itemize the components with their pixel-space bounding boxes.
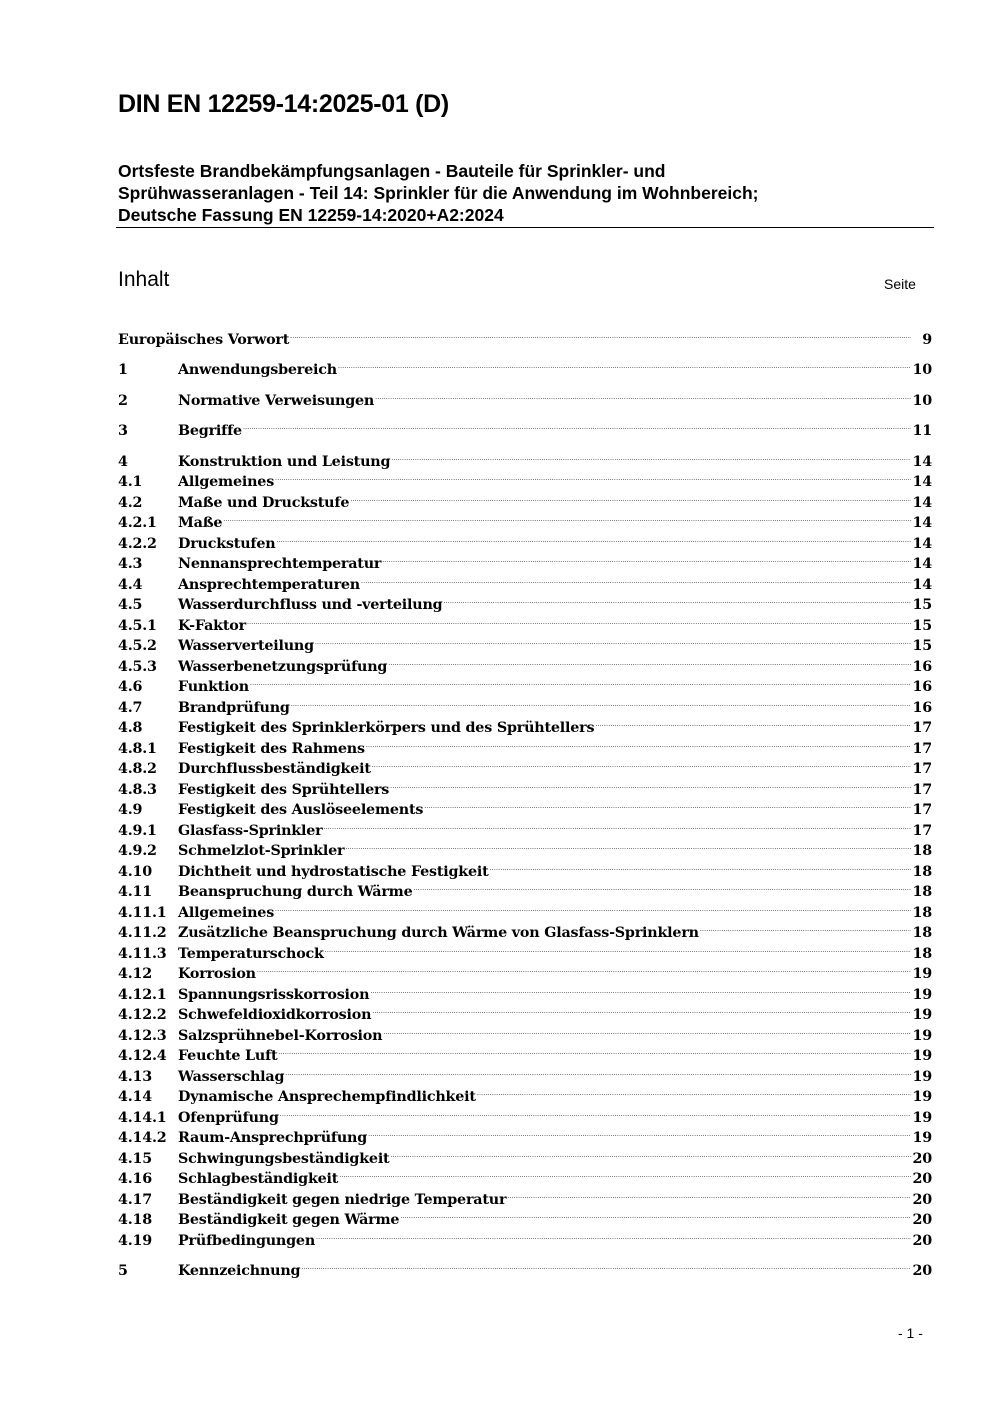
dot-leader xyxy=(390,1142,911,1163)
dot-leader xyxy=(323,814,911,835)
toc-entry-page: 14 xyxy=(912,474,932,490)
dot-leader xyxy=(280,1101,911,1122)
toc-entry-page: 20 xyxy=(912,1232,932,1249)
dot-leader xyxy=(372,753,911,774)
toc-entry[interactable] xyxy=(118,384,932,409)
document-subtitle xyxy=(118,160,933,226)
dot-leader xyxy=(595,712,911,733)
toc-entry-number: 4.15 xyxy=(118,1150,153,1167)
dot-leader xyxy=(414,876,911,897)
dot-leader xyxy=(257,958,911,979)
toc-entry-title: Normative Verweisungen xyxy=(178,392,375,409)
toc-entry-title: Glasfass-Sprinkler xyxy=(178,822,323,839)
dot-leader xyxy=(400,1204,911,1225)
toc-entry-page: 20 xyxy=(912,1171,932,1187)
toc-entry-number: 4.2 xyxy=(118,494,143,511)
toc-entry-title: Festigkeit des Sprühtellers xyxy=(178,781,390,798)
toc-entry-number: 4.8.2 xyxy=(118,761,157,777)
toc-entry-title: Korrosion xyxy=(178,966,256,982)
toc-entry-title: Festigkeit des Rahmens xyxy=(178,740,365,757)
toc-entry-number: 4.12 xyxy=(118,966,153,982)
dot-leader xyxy=(391,445,911,466)
dot-leader xyxy=(275,896,911,917)
toc-entry-number: 3 xyxy=(118,423,128,439)
toc-entry-number: 4.14.1 xyxy=(118,1109,167,1126)
toc-entry-title: Schlagbeständigkeit xyxy=(178,1171,339,1187)
toc-entry-title: Beständigkeit gegen Wärme xyxy=(178,1212,400,1228)
toc-entry-number: 4.14.2 xyxy=(118,1130,167,1146)
subtitle-line: Ortsfeste Brandbekämpfungsanlagen - Bauteile für Sprinkler- und xyxy=(118,161,666,181)
toc-entry-title: Dichtheit und hydrostatische Festigkeit xyxy=(178,863,489,880)
toc-entry[interactable] xyxy=(118,1255,932,1279)
dot-leader xyxy=(290,323,911,344)
toc-entry-number: 1 xyxy=(118,362,128,378)
toc-entry-page: 19 xyxy=(912,1007,932,1023)
toc-entry-number: 4.2.1 xyxy=(118,515,157,531)
toc-entry-number: 4.10 xyxy=(118,863,153,880)
toc-entry-number: 4.8.3 xyxy=(118,781,157,798)
toc-entry-number: 4.5 xyxy=(118,597,143,613)
toc-entry[interactable] xyxy=(118,527,932,552)
toc-entry-page: 19 xyxy=(912,986,932,1003)
toc-entry-page: 14 xyxy=(912,453,932,470)
toc-entry-title: Allgemeines xyxy=(178,904,275,921)
toc-entry-title: Schwingungsbeständigkeit xyxy=(178,1150,390,1167)
toc-entry-title: Allgemeines xyxy=(178,474,275,490)
toc-entry-title: Ansprechtemperaturen xyxy=(178,576,360,593)
toc-entry-title: Temperaturschock xyxy=(178,945,324,962)
toc-entry-page: 10 xyxy=(912,362,932,378)
toc-entry-number: 4.11 xyxy=(118,884,153,900)
toc-entry-page: 14 xyxy=(912,515,932,531)
toc-entry[interactable] xyxy=(118,415,932,439)
dot-leader xyxy=(372,999,911,1020)
toc-entry-page: 18 xyxy=(912,925,932,941)
toc-entry-page: 19 xyxy=(912,1048,932,1064)
toc-entry-title: Raum-Ansprechprüfung xyxy=(178,1130,368,1146)
dot-leader xyxy=(247,609,911,630)
toc-entry-number: 4.8.1 xyxy=(118,740,157,757)
toc-entry-title: Beanspruchung durch Wärme xyxy=(178,884,413,900)
toc-entry-page: 15 xyxy=(912,597,932,613)
toc-entry-page: 19 xyxy=(912,1109,932,1126)
dot-leader xyxy=(291,691,911,712)
dot-leader xyxy=(345,835,911,856)
dot-leader xyxy=(382,548,911,569)
toc-entry-number: 4.3 xyxy=(118,556,143,572)
toc-entry-title: Europäisches Vorwort xyxy=(118,331,290,348)
toc-entry-number: 5 xyxy=(118,1263,128,1279)
toc-entry-number: 4.11.1 xyxy=(118,904,167,921)
toc-entry-page: 20 xyxy=(912,1263,932,1279)
toc-entry-page: 20 xyxy=(912,1150,932,1167)
toc-heading: Inhalt xyxy=(118,268,170,291)
toc-entry-number: 4.14 xyxy=(118,1089,153,1105)
toc-entry[interactable] xyxy=(118,323,932,348)
toc-entry-number: 2 xyxy=(118,392,128,409)
toc-entry-title: Salzsprühnebel-Korrosion xyxy=(178,1027,383,1044)
toc-entry-title: Konstruktion und Leistung xyxy=(178,453,391,470)
toc-entry-page: 20 xyxy=(912,1191,932,1208)
toc-entry-number: 4.9 xyxy=(118,802,143,818)
toc-entry-number: 4.1 xyxy=(118,474,143,490)
toc-entry-title: Kennzeichnung xyxy=(178,1263,301,1279)
toc-entry-title: Wasserbenetzungsprüfung xyxy=(178,658,388,675)
dot-leader xyxy=(375,384,911,405)
toc-entry-title: Festigkeit des Auslöseelements xyxy=(178,802,424,818)
toc-entry-title: Funktion xyxy=(178,679,249,695)
toc-entry-page: 14 xyxy=(912,535,932,552)
toc-entry-title: Anwendungsbereich xyxy=(178,362,337,378)
toc-entry-title: Prüfbedingungen xyxy=(178,1232,316,1249)
toc-entry-page: 18 xyxy=(912,884,932,900)
toc-entry-page: 17 xyxy=(912,720,932,736)
toc-entry-number: 4.8 xyxy=(118,720,143,736)
dot-leader xyxy=(361,568,911,589)
dot-leader xyxy=(370,978,911,999)
toc-entry-title: Nennansprechtemperatur xyxy=(178,556,382,572)
toc-entry-title: Zusätzliche Beanspruchung durch Wärme von Glasfass-Sprinklern xyxy=(178,925,699,941)
toc-entry-title: Ofenprüfung xyxy=(178,1109,279,1126)
toc-entry-page: 15 xyxy=(912,638,932,654)
toc-entry-title: Wasserdurchfluss und -verteilung xyxy=(178,597,443,613)
toc-entry-number: 4.12.4 xyxy=(118,1048,167,1064)
toc-entry-page: 18 xyxy=(912,945,932,962)
dot-leader xyxy=(338,354,911,375)
dot-leader xyxy=(388,650,911,671)
toc-entry-number: 4.18 xyxy=(118,1212,153,1228)
toc-entry-page: 9 xyxy=(922,331,932,348)
toc-entry-page: 11 xyxy=(912,423,932,439)
toc-entry-page: 18 xyxy=(912,843,932,859)
toc-entry-number: 4.19 xyxy=(118,1232,153,1249)
dot-leader xyxy=(316,1224,911,1245)
subtitle-line: Sprühwasseranlagen - Teil 14: Sprinkler für die Anwendung im Wohnbereich; xyxy=(118,183,759,203)
dot-leader xyxy=(490,855,911,876)
toc-entry-page: 19 xyxy=(912,966,932,982)
toc-entry-number: 4.4 xyxy=(118,576,143,593)
table-of-contents xyxy=(118,323,932,1279)
toc-entry-page: 19 xyxy=(912,1027,932,1044)
dot-leader xyxy=(477,1081,911,1102)
dot-leader xyxy=(366,732,911,753)
document-title: DIN EN 12259-14:2025-01 (D) xyxy=(118,90,449,118)
toc-entry-page: 17 xyxy=(912,740,932,757)
dot-leader xyxy=(325,937,911,958)
dot-leader xyxy=(276,527,911,548)
dot-leader xyxy=(223,507,911,528)
toc-entry-number: 4.2.2 xyxy=(118,535,157,552)
toc-entry-title: Druckstufen xyxy=(178,535,276,552)
page-number: - 1 - xyxy=(898,1325,923,1341)
toc-entry-number: 4.17 xyxy=(118,1191,153,1208)
toc-entry-title: Schmelzlot-Sprinkler xyxy=(178,843,345,859)
toc-entry-number: 4.9.1 xyxy=(118,822,157,839)
dot-leader xyxy=(243,415,911,436)
toc-entry-title: Brandprüfung xyxy=(178,699,290,716)
toc-entry-title: Maße und Druckstufe xyxy=(178,494,350,511)
toc-entry-title: Durchflussbeständigkeit xyxy=(178,761,371,777)
dot-leader xyxy=(250,671,911,692)
dot-leader xyxy=(285,1060,911,1081)
toc-entry-page: 18 xyxy=(912,904,932,921)
toc-entry-page: 14 xyxy=(912,576,932,593)
toc-entry-page: 15 xyxy=(912,617,932,634)
toc-entry-title: Beständigkeit gegen niedrige Temperatur xyxy=(178,1191,507,1208)
toc-entry-title: Dynamische Ansprechempfindlichkeit xyxy=(178,1089,476,1105)
dot-leader xyxy=(368,1122,911,1143)
toc-entry-number: 4.5.2 xyxy=(118,638,157,654)
toc-entry-number: 4.16 xyxy=(118,1171,153,1187)
toc-entry-page: 19 xyxy=(912,1089,932,1105)
toc-entry-number: 4.12.2 xyxy=(118,1007,167,1023)
dot-leader xyxy=(301,1255,911,1276)
page-column-label: Seite xyxy=(884,276,916,292)
toc-entry-page: 18 xyxy=(912,863,932,880)
toc-entry-number: 4.5.1 xyxy=(118,617,157,634)
toc-entry-title: Wasserverteilung xyxy=(178,638,314,654)
toc-entry-page: 14 xyxy=(912,556,932,572)
dot-leader xyxy=(383,1019,911,1040)
toc-entry-page: 17 xyxy=(912,822,932,839)
toc-entry-number: 4.7 xyxy=(118,699,143,716)
toc-entry-number: 4.11.2 xyxy=(118,925,167,941)
dot-leader xyxy=(700,917,911,938)
dot-leader xyxy=(339,1163,911,1184)
toc-entry-number: 4 xyxy=(118,453,128,470)
dot-leader xyxy=(507,1183,911,1204)
toc-entry-number: 4.6 xyxy=(118,679,143,695)
toc-entry-number: 4.12.1 xyxy=(118,986,167,1003)
toc-entry-page: 17 xyxy=(912,802,932,818)
toc-entry-number: 4.5.3 xyxy=(118,658,157,675)
dot-leader xyxy=(390,773,911,794)
dot-leader xyxy=(315,630,911,651)
toc-entry-title: Spannungsrisskorrosion xyxy=(178,986,370,1003)
toc-entry-number: 4.13 xyxy=(118,1068,153,1085)
toc-entry-title: Maße xyxy=(178,515,223,531)
toc-entry[interactable] xyxy=(118,445,932,470)
toc-entry-page: 20 xyxy=(912,1212,932,1228)
toc-entry-page: 19 xyxy=(912,1068,932,1085)
dot-leader xyxy=(350,486,911,507)
dot-leader xyxy=(443,589,911,610)
toc-entry-page: 16 xyxy=(912,699,932,716)
toc-entry-page: 16 xyxy=(912,679,932,695)
toc-entry-number: 4.11.3 xyxy=(118,945,167,962)
toc-entry-title: Schwefeldioxidkorrosion xyxy=(178,1007,372,1023)
toc-entry-page: 10 xyxy=(912,392,932,409)
toc-entry-title: K-Faktor xyxy=(178,617,246,634)
toc-entry-page: 14 xyxy=(912,494,932,511)
toc-entry-number: 4.12.3 xyxy=(118,1027,167,1044)
toc-entry-number: 4.9.2 xyxy=(118,843,157,859)
toc-entry-title: Festigkeit des Sprinklerkörpers und des Sprühtellers xyxy=(178,720,595,736)
toc-entry-page: 16 xyxy=(912,658,932,675)
toc-entry-page: 17 xyxy=(912,781,932,798)
toc-entry-page: 17 xyxy=(912,761,932,777)
title-divider xyxy=(116,227,934,228)
dot-leader xyxy=(278,1040,911,1061)
toc-entry[interactable] xyxy=(118,354,932,378)
dot-leader xyxy=(424,794,911,815)
subtitle-line: Deutsche Fassung EN 12259-14:2020+A2:2024 xyxy=(118,205,504,225)
toc-entry-title: Feuchte Luft xyxy=(178,1048,278,1064)
dot-leader xyxy=(275,466,911,487)
toc-entry-title: Wasserschlag xyxy=(178,1068,285,1085)
toc-entry[interactable] xyxy=(118,507,932,531)
toc-entry-title: Begriffe xyxy=(178,423,242,439)
toc-entry-page: 19 xyxy=(912,1130,932,1146)
